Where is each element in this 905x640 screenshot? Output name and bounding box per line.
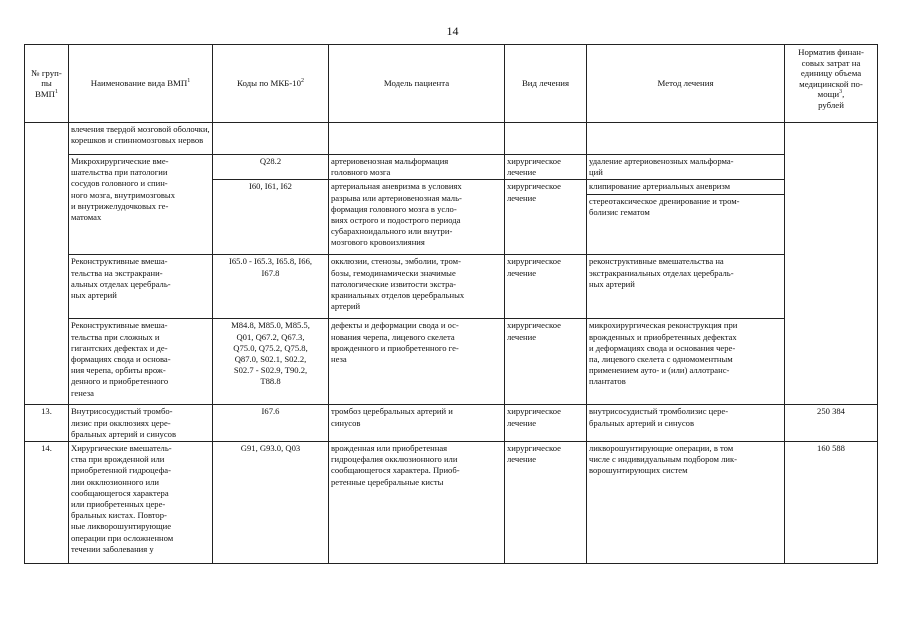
group-no-cell: 14. bbox=[25, 442, 69, 564]
header-norm: Норматив финан- совых затрат на единицу объема медицинской по- мощи$^3$, рублей bbox=[785, 45, 878, 123]
treatment-method-cell: микрохирургическая реконструкция при врожденных и приобретенных дефектах и деформациях свода и основания чере- па, лицевого скелета с одномоментным применением ауто- и (или) аллотранс- плантатов bbox=[587, 319, 785, 405]
group-no-cell: 13. bbox=[25, 405, 69, 442]
method-item: клипирование артериальных аневризм bbox=[587, 180, 784, 194]
vmp-name-cell: Микрохирургические вме- шательства при патологии сосудов головного и спин- ного мозга, внутримозговых и внутрижелудочковых ге- матомах bbox=[69, 155, 213, 255]
treatment-method-cell: внутрисосудистый тромболизис цере- бральных артерий и синусов bbox=[587, 405, 785, 442]
header-model: Модель пациента bbox=[329, 45, 505, 123]
treatment-method-cell: удаление артериовенозных мальформа- ций bbox=[587, 155, 785, 180]
norm-cell: 250 384 bbox=[785, 405, 878, 442]
vmp-table bbox=[24, 44, 878, 564]
header-name: Наименование вида ВМП$^1$ bbox=[69, 45, 213, 123]
header-row bbox=[25, 45, 878, 123]
icd-codes-cell: G91, G93.0, Q03 bbox=[213, 442, 329, 564]
vmp-name-cell: Реконструктивные вмеша- тельства при сложных и гигантских дефектах и де- формациях свода и основа- ния черепа, орбиты врож- денного и приобретенного генеза bbox=[69, 319, 213, 405]
table-row bbox=[25, 405, 878, 442]
patient-model-cell: врожденная или приобретенная гидроцефалия окклюзионного или сообщающегося характера. Приоб- ретенные церебральные кисты bbox=[329, 442, 505, 564]
icd-codes-cell: I67.6 bbox=[213, 405, 329, 442]
treatment-type-cell: хирургическое лечение bbox=[505, 155, 587, 180]
vmp-name-cell: Реконструктивные вмеша- тельства на экстракрани- альных отделах церебраль- ных артерий bbox=[69, 255, 213, 319]
patient-model-cell: артериальная аневризма в условиях разрыва или артериовенозная маль- формация головного мозга в усло- виях острого и подострого периода субарахноидального или внутри- мозгового кровоизлияния bbox=[329, 180, 505, 255]
treatment-type-cell: хирургическое лечение bbox=[505, 442, 587, 564]
patient-model-cell: артериовенозная мальформация головного мозга bbox=[329, 155, 505, 180]
patient-model-cell: окклюзии, стенозы, эмболии, тром- бозы, гемодинамически значимые патологические извитости экстра- краниальных отделов церебральных артерий bbox=[329, 255, 505, 319]
icd-codes-cell: M84.8, M85.0, M85.5, Q01, Q67.2, Q67.3, Q75.0, Q75.2, Q75.8, Q87.0, S02.1, S02.2, S02.7 - S02.9, T90.2, T88.8 bbox=[213, 319, 329, 405]
page-number: 14 bbox=[446, 24, 459, 38]
treatment-method-cell: ликворошунтирующие операции, в том числе с индивидуальным подбором лик- ворошунтирующих систем bbox=[587, 442, 785, 564]
norm-cell bbox=[785, 123, 878, 405]
table-row bbox=[25, 319, 878, 405]
treatment-type-cell: хирургическое лечение bbox=[505, 255, 587, 319]
treatment-type-cell: хирургическое лечение bbox=[505, 319, 587, 405]
table-row bbox=[25, 155, 878, 180]
header-group-no: № груп- пы ВМП$^1$ bbox=[25, 45, 69, 123]
treatment-method-cell: реконструктивные вмешательства на экстракраниальных отделах церебраль- ных артерий bbox=[587, 255, 785, 319]
vmp-name-cell: Хирургические вмешатель- ства при врожденной или приобретенной гидроцефа- лии окклюзионного или сообщающегося характера или приобретенных цере- бральных кистах. Повтор- ные ликворошунтирующие операции при осложненном течении заболевания у bbox=[69, 442, 213, 564]
group-no-cell bbox=[25, 123, 69, 405]
vmp-name-cell: Внутрисосудистый тромбо- лизис при окклюзиях цере- бральных артерий и синусов bbox=[69, 405, 213, 442]
patient-model-cell: дефекты и деформации свода и ос- нования черепа, лицевого скелета врожденного и приобретенного ге- неза bbox=[329, 319, 505, 405]
norm-cell: 160 588 bbox=[785, 442, 878, 564]
table-row bbox=[25, 255, 878, 319]
icd-codes-cell: Q28.2 bbox=[213, 155, 329, 180]
table-row bbox=[25, 442, 878, 564]
icd-codes-cell: I60, I61, I62 bbox=[213, 180, 329, 255]
header-codes: Коды по МКБ-$10^2$ bbox=[213, 45, 329, 123]
table-row bbox=[25, 123, 878, 155]
icd-codes-cell: I65.0 - I65.3, I65.8, I66, I67.8 bbox=[213, 255, 329, 319]
method-item: стереотаксическое дренирование и тром- болизис гематом bbox=[589, 195, 740, 217]
treatment-type-cell: хирургическое лечение bbox=[505, 180, 587, 255]
treatment-method-cell bbox=[587, 180, 785, 255]
header-treatment-type: Вид лечения bbox=[505, 45, 587, 123]
treatment-type-cell: хирургическое лечение bbox=[505, 405, 587, 442]
patient-model-cell: тромбоз церебральных артерий и синусов bbox=[329, 405, 505, 442]
vmp-name-cell: влечения твердой мозговой оболочки, корешков и спинномозговых нервов bbox=[69, 123, 213, 155]
header-method: Метод лечения bbox=[587, 45, 785, 123]
